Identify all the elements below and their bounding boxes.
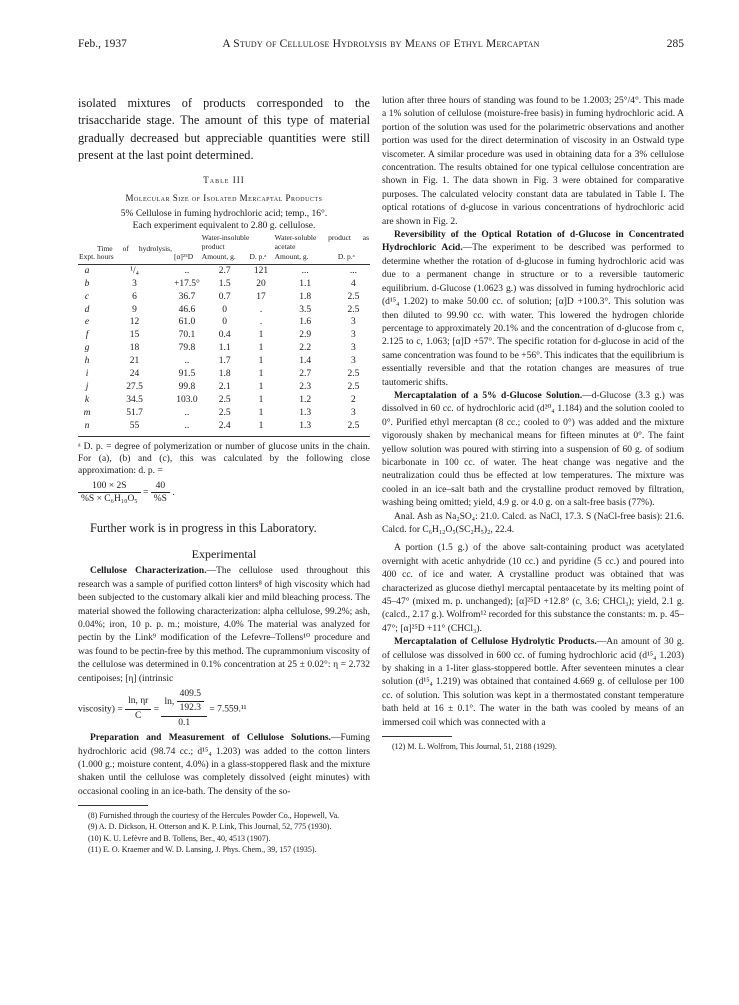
table-cell: 24	[129, 369, 140, 380]
table-cell: ..	[184, 407, 190, 418]
formula-result: = 7.559.¹¹	[209, 704, 247, 715]
col-header-expt: Expt.	[79, 252, 96, 262]
dp-end: .	[172, 487, 175, 498]
table-cell: 1.8	[299, 291, 312, 302]
table-row	[78, 420, 370, 436]
header-date: Feb., 1937	[78, 38, 127, 50]
table-bottom-rule	[78, 436, 370, 437]
table-cell: .	[259, 317, 263, 328]
table-cell: 15	[129, 330, 140, 341]
table-cell: +17.5°	[173, 278, 200, 289]
table-row	[78, 291, 370, 304]
table-cell: n	[84, 420, 90, 431]
table-row	[78, 381, 370, 394]
formula-inner-denominator: 192.3	[179, 703, 201, 714]
preparation-text: —Fuming hydrochloric acid (98.74 cc.; d¹⁵₄ 1.203) was added to the cotton linters (1.000 g.; moisture content, 4.0%) in a glass-stoppered flask and the mixture shaken until the cellulose was completely dissolved (eight minutes) with occasional cooling in an ice-bath. The density of the so-	[78, 733, 370, 797]
table-cell: 103.0	[176, 394, 198, 405]
footnote-10: (10) K. U. Lefèvre and B. Tollens, Ber., 40, 4513 (1907).	[88, 833, 271, 843]
formula-denominator-2: 0.1	[178, 717, 191, 728]
table-cell: b	[84, 278, 90, 289]
formula-numerator: ln, ηr	[125, 695, 151, 709]
table-cell: 2.2	[299, 343, 312, 354]
table-cell: 79.8	[178, 343, 196, 354]
table-cell: 2.7	[218, 265, 231, 276]
table-cell: 1.6	[299, 317, 312, 328]
table-cell: 1	[258, 420, 264, 431]
table-cell: 1	[258, 369, 264, 380]
table-cell: 1.2	[299, 394, 312, 405]
reversibility-paragraph	[382, 229, 684, 390]
table-cell: j	[85, 381, 89, 392]
table-cell: 2.9	[299, 330, 312, 341]
glucose-mercaptalation-paragraph	[382, 390, 684, 511]
cellulose-characterization-heading: Cellulose Characterization.	[90, 566, 207, 577]
table-cell: 2.5	[218, 394, 231, 405]
cellulose-mercaptalation-heading: Mercaptalation of Cellulose Hydrolytic Products.	[394, 637, 597, 648]
right-column	[382, 95, 684, 752]
table-cell: a	[84, 265, 90, 276]
formula-lhs: viscosity) =	[78, 704, 123, 715]
right-footnote-rule	[382, 736, 452, 737]
table-cell: 2.5	[347, 420, 360, 431]
cellulose-mercaptalation-text: —An amount of 30 g. of cellulose was dissolved in 600 cc. of fuming hydrochloric acid (d¹⁵₄ 1.203) by shaking in a 1-liter glass-stoppered bottle. After seventeen minutes a clear solution (d¹⁵₄ 1.219) was obtained that contained 4.669 g. of cellulose per 100 cc. of solution. This solution was kept in a thermostated constant temperature bath held at 16 ± 0.1°. The water in the bath was cooled by means of an immersed coil which was connected with a	[382, 637, 684, 728]
table-body	[78, 264, 370, 435]
table-cell: 2.5	[347, 304, 360, 315]
table-cell: ..	[184, 356, 190, 367]
formula-numerator-2	[161, 688, 207, 717]
table-caption	[78, 209, 370, 232]
table-cell: 3.5	[299, 304, 312, 315]
col-group-insoluble: Water-insoluble product	[201, 233, 250, 251]
glucose-mercaptalation-text: —d-Glucose (3.3 g.) was dissolved in 60 cc. of hydrochloric acid (d²⁰₄ 1.184) and the solution cooled to 0°. Purified ethyl mercaptan (8 cc.; cooled to 0°) was added and the mixture vigorously shaken by mechanical means for fifteen minutes at 0°. The faint yellow solution was poured with stirring into a suspension of 60 g. of sodium bicarbonate in 100 cc. of water. The heat change was negative and the neutralization could thus be effected at low temperatures. The mixture was cooled in an ice–salt bath and the crystalline product removed by filtration, washing being omitted; yield, 4.9 g. or 4.0 g. on a salt-free basis (77%).	[382, 390, 684, 509]
page-number: 285	[666, 38, 684, 50]
table-cell: 121	[253, 265, 269, 276]
dp-fraction-1-numerator: 100 × 2S	[78, 480, 141, 493]
table-cell: 1.7	[218, 356, 231, 367]
table-cell: 3	[351, 317, 356, 328]
footnote-12: (12) M. L. Wolfrom, This Journal, 51, 2188 (1929).	[392, 742, 557, 752]
reversibility-text: —The experiment to be described was performed to determine whether the rotation of d-glucose in fuming hydrochloric acid was due to a permanent change in structure or to a reversible tautomeric equilibrium. d-Glucose (1.0623 g.) was dissolved in fuming hydrochloric acid (d¹⁵₄ 1.202) to make 50.00 cc. of solution; [α]D +100.3°. This solution was then diluted to 99.90 cc. with water. This lowered the hydrogen chloride percentage to approximately 20.1% and the concentration of d-glucose from c, 2.125 to c, 1.063; [α]D +57°. The specific rotation for d-glucose in acid of the same concentration was found to be +56°. This indicates that the equilibrium is essentially reversible and that the rotation changes are measures of true tautomeric shifts.	[382, 243, 685, 388]
table-cell: 36.7	[178, 291, 196, 302]
table-row	[78, 329, 370, 342]
table-cell: 3	[351, 407, 356, 418]
table-row	[78, 304, 370, 317]
preparation-heading: Preparation and Measurement of Cellulose Solutions.	[90, 733, 331, 744]
running-header	[78, 38, 684, 54]
table-cell: 27.5	[126, 381, 143, 392]
table-row	[78, 278, 370, 291]
table-cell: 2.4	[218, 420, 231, 431]
table-cell: f	[85, 330, 89, 341]
dp-fraction-2-numerator: 40	[151, 480, 170, 493]
table-cell: 3	[351, 356, 356, 367]
acetylation-paragraph: A portion (1.5 g.) of the above salt-containing product was acetylated overnight with acetic anhydride (10 cc.) and pyridine (5 cc.) and poured into 400 cc. of ice and water. A crystalline product was obtained that was characterized as glucose diethyl mercaptal pentaacetate by its melting point of 45–47° (mixed m. p. unchanged); [α]²⁵D +12.8° (c, 3.6; CHCl₃); yield, 2.1 g. (calcd., 2.17 g.). Wolfrom¹² recorded for this substance the constants: m. p. 45–47°; [α]²⁵D +11° (CHCl₃).	[382, 543, 684, 634]
table-cell: 1	[258, 356, 264, 367]
table-cell: 3	[351, 330, 356, 341]
table-cell: 12	[129, 317, 140, 328]
table-cell: 2.5	[347, 381, 360, 392]
table-cell: 0.4	[218, 330, 231, 341]
table-caption-line1: 5% Cellulose in fuming hydrochloric acid; temp., 16°.	[120, 209, 328, 219]
table-cell: 18	[129, 343, 140, 354]
footnote-11: (11) E. O. Kraemer and W. D. Lansing, J. Phys. Chem., 39, 157 (1935).	[88, 844, 317, 854]
table-cell: 2.5	[218, 407, 231, 418]
table-cell: m	[83, 407, 91, 418]
table-cell: 9	[132, 304, 137, 315]
further-work-paragraph: Further work is in progress in this Laboratory.	[90, 520, 317, 535]
section-heading-experimental: Experimental	[191, 546, 257, 561]
cellulose-characterization-paragraph	[78, 565, 370, 686]
table-cell: 2.5	[347, 369, 360, 380]
table-row	[78, 316, 370, 329]
table-row	[78, 394, 370, 407]
formula-inner-numerator: 409.5	[177, 688, 204, 702]
table-row	[78, 407, 370, 420]
table-cell: e	[84, 317, 90, 328]
formula-inner-fraction	[177, 688, 204, 716]
table-cell: 1.5	[218, 278, 231, 289]
dp-fraction-1-denominator: %S × C₆H₁₀O₅	[81, 494, 138, 505]
table-cell: 3	[132, 278, 137, 289]
viscosity-formula	[78, 688, 370, 730]
table-cell: ...	[301, 265, 309, 276]
table-cell: 2.1	[218, 381, 231, 392]
table-cell: 0	[222, 317, 228, 328]
formula-denominator: C	[135, 710, 142, 721]
table-cell: ..	[184, 420, 190, 431]
table-row	[78, 368, 370, 381]
table-cell: 1.1	[299, 278, 312, 289]
table-cell: 99.8	[178, 381, 196, 392]
table-cell: 1.1	[218, 343, 231, 354]
table-cell: i	[85, 369, 89, 380]
formula-fraction-2	[161, 688, 207, 730]
table-cell: 1	[258, 381, 264, 392]
table-row	[78, 342, 370, 355]
table-cell: 91.5	[178, 369, 196, 380]
table-cell: 6	[132, 291, 137, 302]
table-cell: 51.7	[126, 407, 143, 418]
col-header-time: Time of hydrolysis, hours	[97, 243, 172, 262]
solution-paragraph: lution after three hours of standing was found to be 1.2003; 25°/4°. This made a 1% solution of cellulose (moisture-free basis) in fuming hydrochloric acid. A portion of the solution was used for the polarimetric observations and another portion was used for the direct determination of viscosity in an Ostwald type viscometer. A similar procedure was used in obtaining data for a 3% cellulose concentration. The results obtained for one typical cellulose concentration are shown in Fig. 1. The data shown in Fig. 3 were obtained for comparative purposes. The calculated velocity constant data are tabulated in Table I. The optical rotations of d-glucose in various concentrations of hydrochloric acid are shown in Fig. 2.	[382, 96, 684, 227]
table-cell: 1	[258, 343, 264, 354]
right-footnotes	[382, 741, 684, 752]
analysis-paragraph: Anal. Ash as Na₂SO₄: 21.0. Calcd. as NaCl, 17.3. S (NaCl-free basis): 21.6. Calcd. for C₆H₁₂O₅(SC₂H₅)₂, 22.4.	[382, 511, 684, 535]
reversibility-heading: Reversibility of the Optical Rotation of d-Glucose in Concentrated Hydrochloric Acid.	[382, 230, 684, 254]
intro-paragraph: isolated mixtures of products corresponded to the trisaccharide stage. The amount of this type of material gradually decreased but appreciable quantities were still present at the last point determined.	[78, 96, 370, 162]
table-cell: ...	[349, 265, 357, 276]
col-header-rotation: [α]²⁵D	[173, 252, 194, 262]
table-cell: 1.3	[299, 420, 312, 431]
table-cell: 4	[351, 278, 356, 289]
table-cell: 34.5	[126, 394, 143, 405]
table-cell: .	[259, 304, 263, 315]
cellulose-mercaptalation-paragraph	[382, 636, 684, 730]
table-row	[78, 264, 370, 277]
left-footnotes	[78, 810, 370, 855]
formula-equals: =	[153, 704, 160, 715]
table-cell: 2	[351, 394, 356, 405]
dp-equals: =	[143, 487, 149, 498]
table-cell: 3	[351, 343, 356, 354]
table-cell: 1.8	[218, 369, 231, 380]
table-cell: 17	[256, 291, 266, 302]
table-footnote-text: ᵃ D. p. = degree of polymerization or number of glucose units in the chain. For (a), (b) and (c), this was calculated by the following close approximation: d. p. =	[78, 441, 370, 477]
table-cell: k	[84, 394, 90, 405]
table-cell: 61.0	[178, 317, 196, 328]
table-cell: 20	[256, 278, 266, 289]
header-title: A Study of Cellulose Hydrolysis by Means of Ethyl Mercaptan	[222, 38, 540, 50]
table-cell: ¹/₄	[130, 265, 139, 276]
col-header-amount-insoluble: Amount, g.	[201, 252, 236, 262]
dp-fraction-2	[151, 480, 170, 506]
table-cell: 0.7	[218, 291, 231, 302]
table-cell: ..	[184, 265, 190, 276]
table-cell: 1.3	[299, 407, 312, 418]
col-header-dp-soluble: D. p.ᵃ	[337, 252, 355, 262]
table-cell: 70.1	[178, 330, 196, 341]
table-cell: 46.6	[178, 304, 196, 315]
table-cell: 1	[258, 407, 264, 418]
footnote-8: (8) Furnished through the courtesy of the Hercules Powder Co., Hopewell, Va.	[88, 811, 340, 821]
table-cell: 2.7	[299, 369, 312, 380]
table-cell: 1.4	[299, 356, 312, 367]
table-footnote	[78, 441, 370, 506]
preparation-paragraph	[78, 732, 370, 799]
cellulose-characterization-text: —The cellulose used throughout this research was a sample of purified cotton linters⁸ of high viscosity which had been subjected to the customary alkali kier and mild bleaching process. The material showed the following characterization: alpha cellulose, 99.2%; ash, 0.04%; iron, 10 p. p. m.; moisture, 4.0% The material was analyzed for pectin by the Link⁹ modification of the Lefevre–Tollens¹⁰ procedure and was found to be pectin-free by this method. The cuprammonium viscosity of the cellulose was determined in 0.1% concentration at 25 ± 0.02°: η = 2.732 centipoises; [η] (intrinsic	[78, 566, 370, 684]
left-column	[78, 95, 370, 855]
dp-fraction-2-denominator: %S	[153, 494, 167, 505]
table-cell: h	[84, 356, 90, 367]
molecular-size-table	[78, 234, 370, 436]
table-row	[78, 355, 370, 368]
col-group-soluble: Water-soluble product as acetate	[274, 233, 369, 251]
formula-fraction	[125, 695, 151, 723]
table-cell: 1	[258, 330, 264, 341]
col-header-dp-insoluble: D. p.ᵃ	[249, 252, 267, 262]
formula-ln: ln,	[164, 697, 175, 708]
glucose-mercaptalation-heading: Mercaptalation of a 5% d-Glucose Solution.	[394, 390, 583, 401]
table-cell: d	[84, 304, 90, 315]
table-cell: 55	[129, 420, 140, 431]
table-subtitle: Molecular Size of Isolated Mercaptal Products	[125, 192, 323, 203]
footnote-9: (9) A. D. Dickson, H. Otterson and K. P. Link, This Journal, 52, 775 (1930).	[88, 822, 332, 832]
table-cell: c	[84, 291, 90, 302]
table-cell: 1	[258, 394, 264, 405]
table-cell: 21	[129, 356, 140, 367]
table-caption-line2: Each experiment equivalent to 2.80 g. cellulose.	[132, 220, 316, 231]
table-cell: 2.5	[347, 291, 360, 302]
col-header-amount-soluble: Amount, g.	[274, 252, 309, 262]
footnote-rule	[78, 805, 148, 806]
table-cell: g	[84, 343, 90, 354]
table-title: Table III	[203, 175, 245, 186]
dp-fraction-1	[78, 480, 141, 506]
table-cell: 0	[222, 304, 228, 315]
table-cell: 2.3	[299, 381, 312, 392]
